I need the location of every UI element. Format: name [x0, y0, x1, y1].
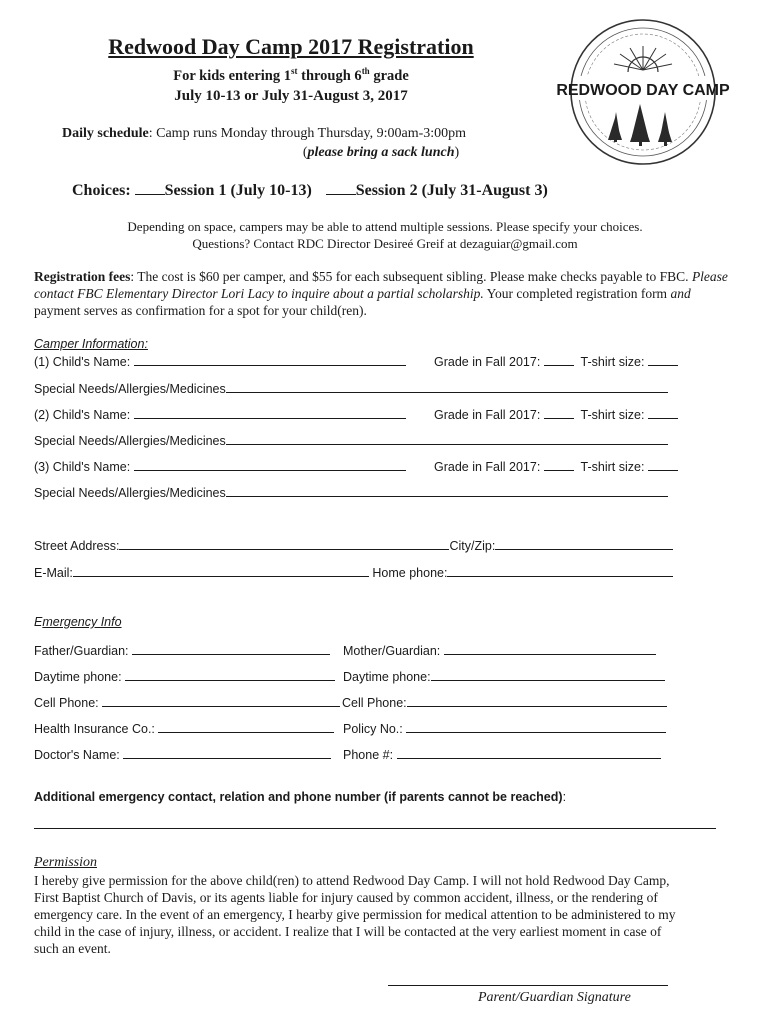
- doctor-phone-row: [343, 746, 661, 762]
- grades-post: grade: [369, 67, 409, 84]
- signature-label: Parent/Guardian Signature: [478, 990, 631, 1005]
- session2-checkbox[interactable]: [326, 182, 356, 195]
- emergency-heading: [34, 615, 122, 629]
- child-1-special-row: [34, 380, 668, 396]
- insurance-label: Health Insurance Co.:: [34, 722, 155, 736]
- grade-label: Grade in Fall 2017:: [434, 355, 541, 369]
- father-row: [34, 642, 330, 658]
- policy-row: [343, 720, 666, 736]
- lunch-close: ): [454, 145, 460, 160]
- camper-info-heading: Camper Information:: [34, 337, 148, 351]
- cell-row: [34, 694, 340, 710]
- doctor-label: Doctor's Name:: [34, 748, 120, 762]
- contact-note: Questions? Contact RDC Director Desireé Greif at dezaguiar@gmail.com: [192, 236, 578, 251]
- child-1-tshirt-field[interactable]: [648, 353, 678, 366]
- child-1-grade-row: [434, 353, 678, 369]
- additional-contact-row: [34, 790, 566, 804]
- permission-line: such an event.: [34, 941, 111, 956]
- cell-phone-label: Cell Phone:: [342, 696, 407, 710]
- camp-dates: July 10-13 or July 31-August 3, 2017: [174, 88, 408, 104]
- child-1-grade-field[interactable]: [544, 353, 574, 366]
- schedule-label: Daily schedule: [62, 126, 149, 141]
- grades-sup-1: st: [290, 66, 298, 76]
- child-3-special-field[interactable]: [226, 484, 668, 497]
- grades-subtitle: [0, 66, 582, 85]
- registration-fees: [34, 268, 739, 319]
- child-2-name-field[interactable]: [134, 406, 406, 419]
- insurance-row: [34, 720, 334, 736]
- policy-field[interactable]: [406, 720, 666, 733]
- grades-pre: For kids entering 1: [173, 67, 291, 84]
- child-1-name-field[interactable]: [134, 353, 406, 366]
- choices-label: Choices:: [72, 182, 135, 199]
- additional-contact-colon: :: [562, 790, 567, 804]
- child-2-row: [34, 406, 406, 422]
- mother-field[interactable]: [444, 642, 656, 655]
- insurance-field[interactable]: [158, 720, 334, 733]
- grades-mid: through 6: [297, 67, 362, 84]
- child-3-row: [34, 458, 406, 474]
- child-3-special-row: [34, 484, 668, 500]
- permission-heading: Permission: [34, 855, 97, 870]
- home-phone-field[interactable]: [447, 564, 673, 577]
- policy-label: Policy No.:: [343, 722, 403, 736]
- special-needs-label: Special Needs/Allergies/Medicines: [34, 382, 226, 396]
- permission-line: First Baptist Church of Davis, or its agents liable for injury caused by common accident, illness, or the rendering of: [34, 890, 658, 905]
- daytime-phone-label: Daytime phone:: [34, 670, 122, 684]
- doctor-phone-field[interactable]: [397, 746, 661, 759]
- child-name-label: (1) Child's Name:: [34, 355, 131, 369]
- lunch-note: [0, 145, 582, 161]
- child-2-special-row: [34, 432, 668, 448]
- daily-schedule: [62, 126, 466, 142]
- lunch-text: please bring a sack lunch: [307, 145, 455, 160]
- city-zip-field[interactable]: [495, 537, 673, 550]
- child-2-grade-row: [434, 406, 678, 422]
- doctor-phone-label: Phone #:: [343, 748, 394, 762]
- child-2-special-field[interactable]: [226, 432, 668, 445]
- special-needs-label: Special Needs/Allergies/Medicines: [34, 486, 226, 500]
- fees-text2: Your completed registration form: [483, 286, 668, 301]
- cell-phone-label: Cell Phone:: [34, 696, 99, 710]
- street-address-field[interactable]: [119, 537, 449, 550]
- schedule-text: : Camp runs Monday through Thursday, 9:00am-3:00pm: [148, 126, 467, 141]
- daytime-phone-1-field[interactable]: [125, 668, 335, 681]
- permission-line: I hereby give permission for the above child(ren) to attend Redwood Day Camp. I will not hold Redwood Day Camp,: [34, 873, 670, 888]
- cell-phone-2-field[interactable]: [407, 694, 667, 707]
- address-row: [34, 537, 673, 553]
- child-1-special-field[interactable]: [226, 380, 668, 393]
- lunch-open: (: [302, 145, 308, 160]
- child-3-name-field[interactable]: [134, 458, 406, 471]
- daytime-phone-2-field[interactable]: [431, 668, 665, 681]
- emergency-heading-e: E: [34, 615, 43, 629]
- cell-phone-1-field[interactable]: [102, 694, 340, 707]
- session1-label: Session 1 (July 10-13): [164, 182, 312, 199]
- tshirt-label: T-shirt size:: [580, 460, 645, 474]
- fees-text3: payment serves as confirmation for a spot for your child(ren).: [34, 303, 367, 318]
- father-field[interactable]: [132, 642, 330, 655]
- redwood-trees-sunburst-logo-icon: [556, 12, 730, 172]
- tshirt-label: T-shirt size:: [580, 408, 645, 422]
- additional-contact-field[interactable]: [34, 828, 716, 829]
- child-3-grade-field[interactable]: [544, 458, 574, 471]
- logo-text: REDWOOD DAY CAMP: [556, 82, 730, 99]
- daytime-phone-label: Daytime phone:: [343, 670, 431, 684]
- special-needs-label: Special Needs/Allergies/Medicines: [34, 434, 226, 448]
- home-phone-label: Home phone:: [372, 566, 448, 580]
- permission-text: [34, 872, 676, 957]
- daytime-row: [34, 668, 335, 684]
- additional-contact-label: Additional emergency contact, relation and phone number (if parents cannot be reached): [34, 790, 563, 804]
- street-address-label: Street Address:: [34, 539, 120, 553]
- fees-and: and: [670, 286, 691, 301]
- doctor-field[interactable]: [123, 746, 331, 759]
- session1-checkbox[interactable]: [135, 182, 165, 195]
- child-name-label: (2) Child's Name:: [34, 408, 131, 422]
- multi-session-note: Depending on space, campers may be able to attend multiple sessions. Please specify your choices.: [127, 219, 643, 234]
- email-label: E-Mail:: [34, 566, 73, 580]
- tshirt-label: T-shirt size:: [580, 355, 645, 369]
- grade-label: Grade in Fall 2017:: [434, 460, 541, 474]
- father-label: Father/Guardian:: [34, 644, 129, 658]
- fees-text1: : The cost is $60 per camper, and $55 for each subsequent sibling. Please make checks payable to FBC.: [130, 269, 689, 284]
- city-zip-label: City/Zip:: [449, 539, 496, 553]
- cell-row-2: [342, 694, 667, 710]
- contact-row: [34, 564, 673, 580]
- permission-line: emergency care. In the event of an emergency, I hearby give permission for medical attention to be administered to my: [34, 907, 676, 922]
- grade-label: Grade in Fall 2017:: [434, 408, 541, 422]
- doctor-row: [34, 746, 331, 762]
- child-2-grade-field[interactable]: [544, 406, 574, 419]
- daytime-row-2: [343, 668, 665, 684]
- child-3-tshirt-field[interactable]: [648, 458, 678, 471]
- fees-label: Registration fees: [34, 269, 131, 284]
- grades-sup-2: th: [361, 66, 370, 76]
- emergency-heading-rest: mergency Info: [42, 615, 122, 629]
- child-2-tshirt-field[interactable]: [648, 406, 678, 419]
- session2-label: Session 2 (July 31-August 3): [355, 182, 548, 199]
- child-3-grade-row: [434, 458, 678, 474]
- child-name-label: (3) Child's Name:: [34, 460, 131, 474]
- mother-row: [343, 642, 656, 658]
- page-title: Redwood Day Camp 2017 Registration: [108, 34, 474, 59]
- email-field[interactable]: [73, 564, 369, 577]
- mother-label: Mother/Guardian:: [343, 644, 441, 658]
- signature-field[interactable]: [388, 985, 668, 986]
- fees-scholarship: Please contact FBC Elementary Director Lori Lacy to inquire about a partial scholarship.: [34, 269, 728, 301]
- session-choices: [72, 182, 548, 200]
- permission-line: child in the case of injury, illness, or accident. I realize that I will be contacted at the very earliest moment in case of: [34, 924, 662, 939]
- child-1-row: [34, 353, 406, 369]
